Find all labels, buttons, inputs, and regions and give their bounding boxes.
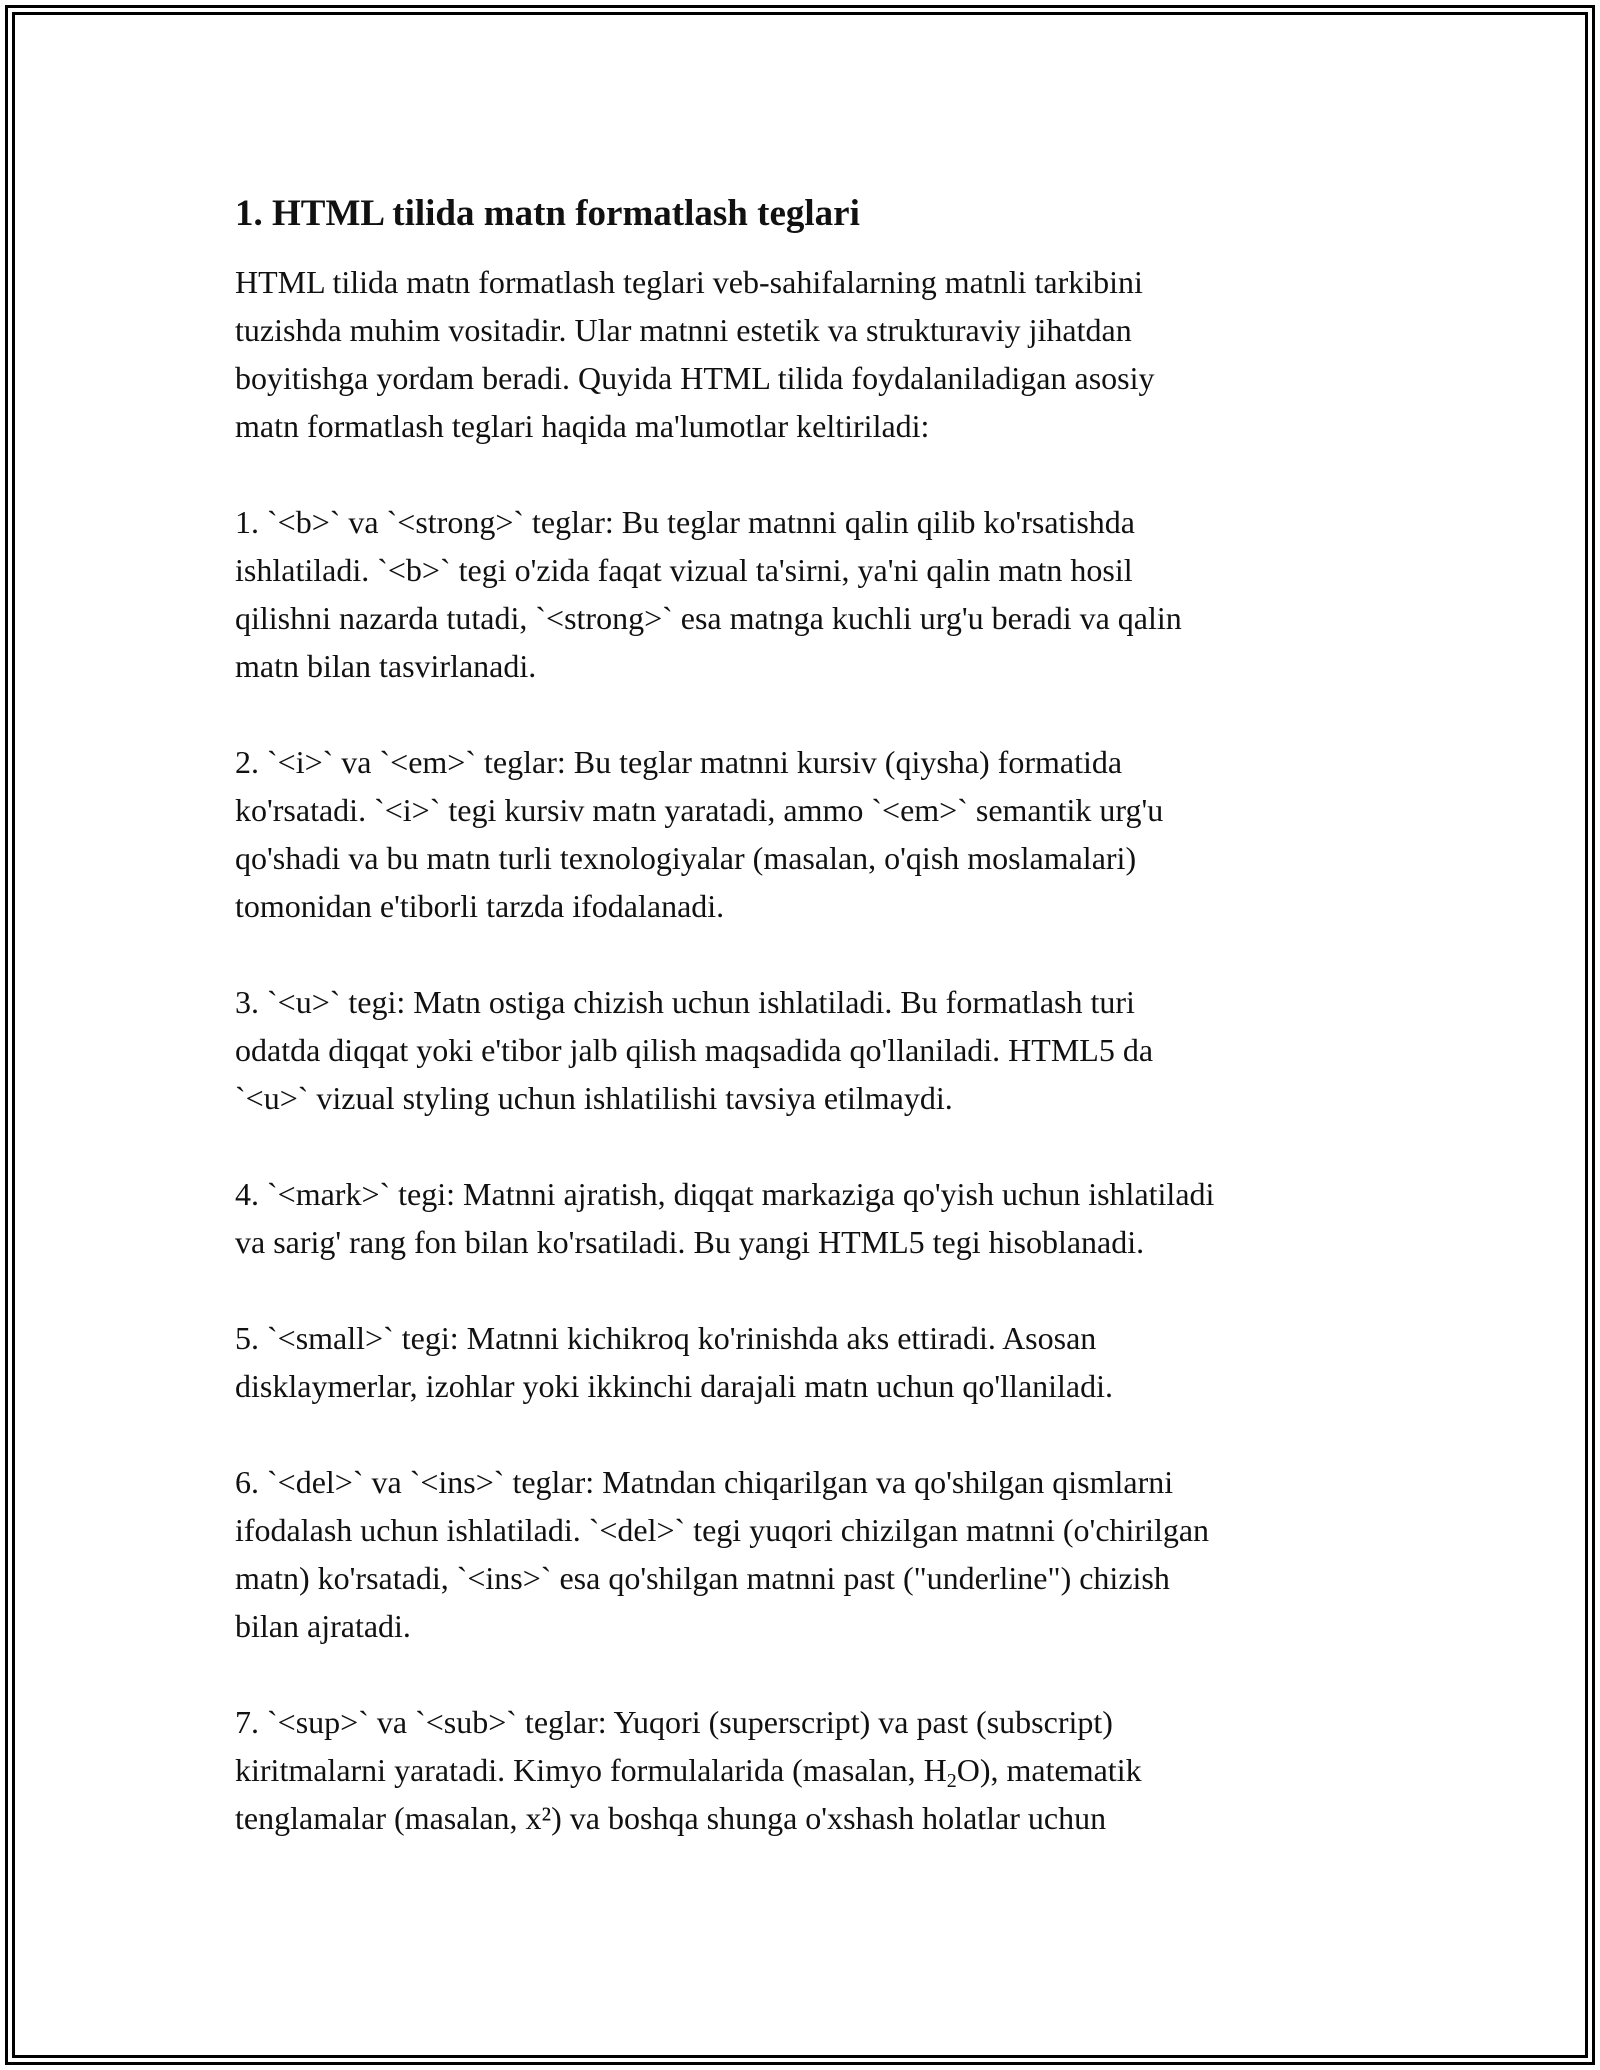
list-item-del-ins — [235, 1458, 1385, 1650]
text-line: 5. `<small>` tegi: Matnni kichikroq ko'rinishda aks ettiradi. Asosan — [235, 1320, 1097, 1356]
text-line: HTML tilida matn formatlash teglari veb-sahifalarning matnli tarkibini — [235, 264, 1143, 300]
text-line: 3. `<u>` tegi: Matn ostiga chizish uchun ishlatiladi. Bu formatlash turi — [235, 984, 1135, 1020]
text-line: bilan ajratadi. — [235, 1608, 411, 1644]
text-line: matn) ko'rsatadi, `<ins>` esa qo'shilgan matnni past ("underline") chizish — [235, 1560, 1170, 1596]
text-line: matn formatlash teglari haqida ma'lumotlar keltiriladi: — [235, 408, 930, 444]
text-line: odatda diqqat yoki e'tibor jalb qilish maqsadida qo'llaniladi. HTML5 da — [235, 1032, 1154, 1068]
text-line-with-subscript — [235, 1746, 1385, 1794]
text-line: 6. `<del>` va `<ins>` teglar: Matndan chiqarilgan va qo'shilgan qismlarni — [235, 1464, 1174, 1500]
text-fragment: kiritmalarni yaratadi. Kimyo formulalarida (masalan, H — [235, 1752, 947, 1788]
text-line: `<u>` vizual styling uchun ishlatilishi tavsiya etilmaydi. — [235, 1080, 953, 1116]
text-line: 4. `<mark>` tegi: Matnni ajratish, diqqat markaziga qo'yish uchun ishlatiladi — [235, 1176, 1215, 1212]
subscript-digit: 2 — [946, 1770, 957, 1792]
list-item-sup-sub — [235, 1698, 1385, 1842]
text-fragment: O), matematik — [956, 1752, 1142, 1788]
text-line: disklaymerlar, izohlar yoki ikkinchi darajali matn uchun qo'llaniladi. — [235, 1368, 1114, 1404]
text-line: ishlatiladi. `<b>` tegi o'zida faqat vizual ta'sirni, ya'ni qalin matn hosil — [235, 552, 1133, 588]
text-line: qo'shadi va bu matn turli texnologiyalar (masalan, o'qish moslamalari) — [235, 840, 1137, 876]
list-item-mark — [235, 1170, 1385, 1266]
text-line: ifodalash uchun ishlatiladi. `<del>` tegi yuqori chizilgan matnni (o'chirilgan — [235, 1512, 1210, 1548]
document-title: 1. HTML tilida matn formatlash teglari — [235, 193, 860, 234]
list-item-small — [235, 1314, 1385, 1410]
text-line: boyitishga yordam beradi. Quyida HTML tilida foydalaniladigan asosiy — [235, 360, 1155, 396]
document-body — [235, 190, 1385, 1890]
text-line: tomonidan e'tiborli tarzda ifodalanadi. — [235, 888, 725, 924]
text-line: va sarig' rang fon bilan ko'rsatiladi. Bu yangi HTML5 tegi hisoblanadi. — [235, 1224, 1145, 1260]
text-line: tuzishda muhim vositadir. Ular matnni estetik va strukturaviy jihatdan — [235, 312, 1132, 348]
text-line: 7. `<sup>` va `<sub>` teglar: Yuqori (superscript) va past (subscript) — [235, 1704, 1113, 1740]
text-line: tenglamalar (masalan, x²) va boshqa shunga o'xshash holatlar uchun — [235, 1800, 1107, 1836]
text-line: 2. `<i>` va `<em>` teglar: Bu teglar matnni kursiv (qiysha) formatida — [235, 744, 1123, 780]
list-item-b-strong — [235, 498, 1385, 690]
text-line: matn bilan tasvirlanadi. — [235, 648, 537, 684]
text-line: ko'rsatadi. `<i>` tegi kursiv matn yaratadi, ammo `<em>` semantik urg'u — [235, 792, 1164, 828]
list-item-i-em — [235, 738, 1385, 930]
text-line: 1. `<b>` va `<strong>` teglar: Bu teglar matnni qalin qilib ko'rsatishda — [235, 504, 1135, 540]
list-item-u — [235, 978, 1385, 1122]
text-line: qilishni nazarda tutadi, `<strong>` esa matnga kuchli urg'u beradi va qalin — [235, 600, 1182, 636]
intro-paragraph — [235, 258, 1385, 450]
